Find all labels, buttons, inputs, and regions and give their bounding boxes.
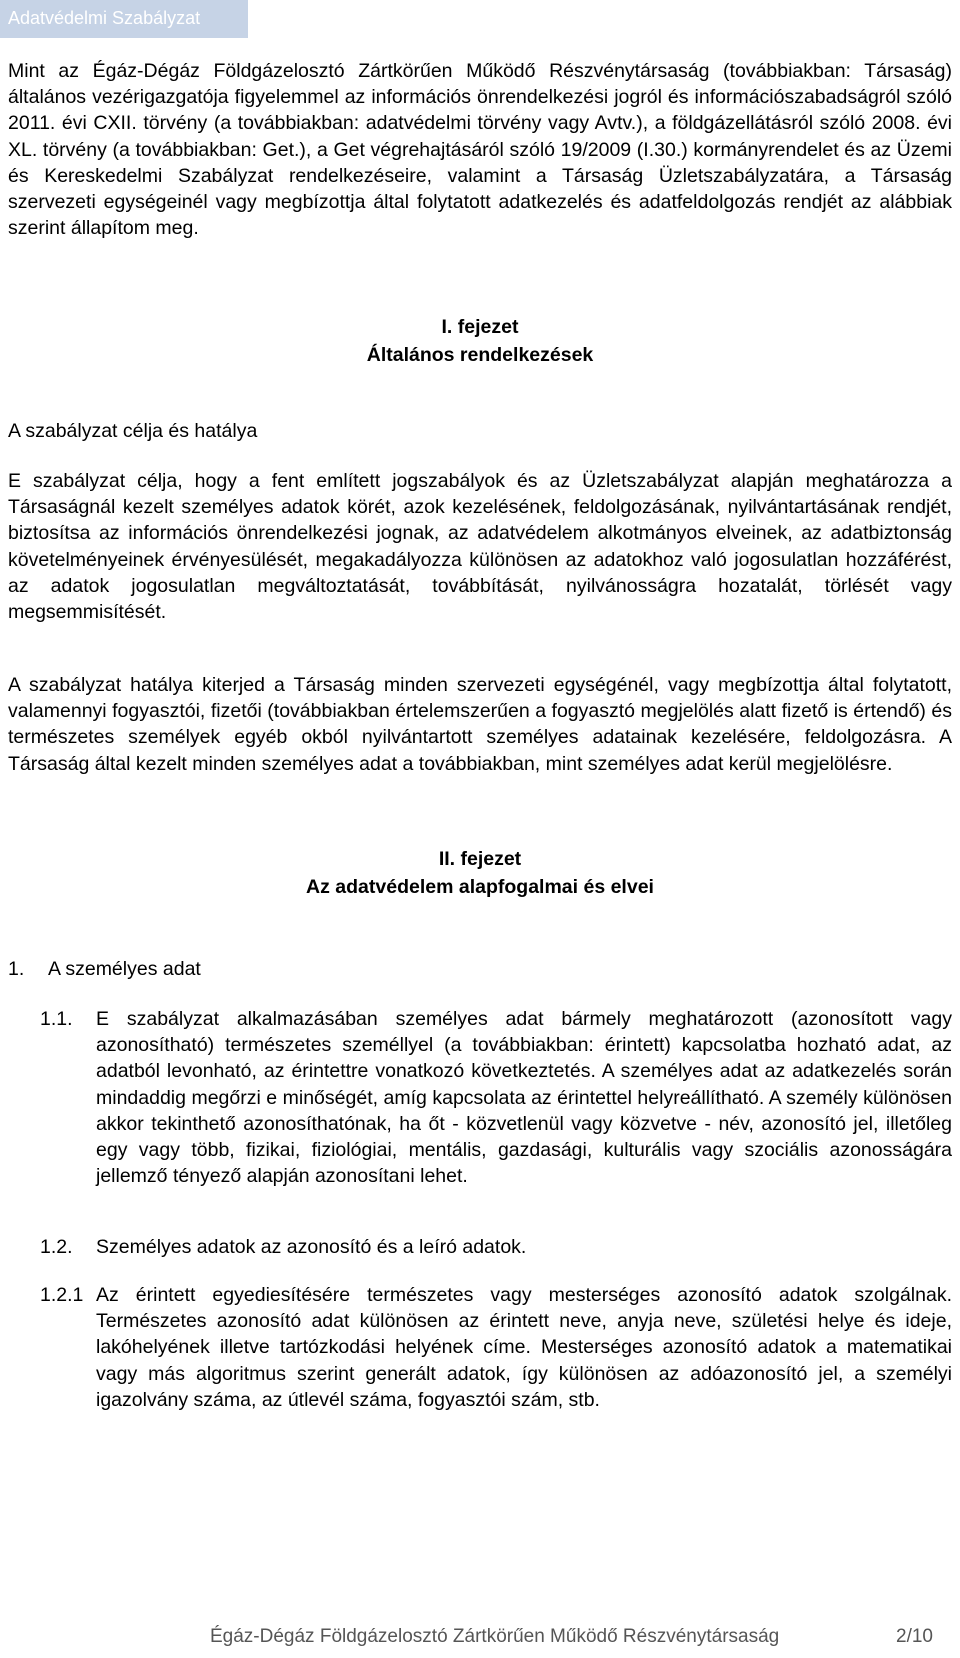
section-subheading: A szabályzat célja és hatálya — [8, 420, 258, 442]
footer-company: Égáz-Dégáz Földgázelosztó Zártkörűen Működő Részvénytársaság — [210, 1626, 780, 1647]
purpose-paragraph: E szabályzat célja, hogy a fent említett jogszabályok és az Üzletszabályzat alapján meghatározza a Társaságnál kezelt személyes adatok körét, azok kezelésének, feldolgozásának, nyilvántartásának rendjét, biztosítsa az információs önrendelkezési jognak, az adatvédelem alkotmányos elveinek, az adatbiztonság követelményeinek érvényesülését, megakadályozza különösen az adatokhoz való jogosulatlan hozzáférést, az adatok jogosulatlan megváltoztatását, továbbítását, nyilvánosságra hozatalát, törlését vagy megsemmisítését. — [8, 470, 952, 624]
footer-page-number: 2/10 — [896, 1626, 933, 1647]
item-1-2-1-text: Az érintett egyediesítésére természetes vagy mesterséges azonosító adatok szolgálnak. Természetes azonosító adat különösen az érintett neve, anyja neve, születési helye és ideje, lakóhelyének illetve tartózkodási helyének címe. Mesterséges azonosító adatok a matematikai vagy más algoritmus szerint generált adatok, így különösen az adóazonosító jel, a személyi igazolvány száma, az útlevél száma, fogyasztói szám, stb. — [96, 1284, 952, 1411]
chapter-1-number: I. fejezet — [441, 316, 519, 338]
item-1-1-number: 1.1. — [40, 1008, 73, 1030]
item-1-1-text: E szabályzat alkalmazásában személyes adat bármely meghatározott (azonosított vagy azonosítható) természetes személlyel (a továbbiakban: érintett) kapcsolatba hozható adat, az adatból levonható, az érintettre vonatkozó következtetés. A személyes adat az adatkezelés során mindaddig megőrzi e minőségét, amíg kapcsolata az érintettel helyreállítható. A személy különösen akkor tekinthető azonosíthatónak, ha őt - közvetlenül vagy közvetve - név, azonosító jel, illetőleg egy vagy több, fizikai, fiziológiai, mentális, gazdasági, kulturális vagy szociális azonosságára jellemző tényező alapján azonosítani lehet. — [96, 1008, 952, 1188]
item-1-2-1-number: 1.2.1 — [40, 1284, 84, 1306]
item-1-2-number: 1.2. — [40, 1236, 73, 1258]
item-1-2-text: Személyes adatok az azonosító és a leíró adatok. — [96, 1236, 527, 1258]
intro-paragraph: Mint az Égáz-Dégáz Földgázelosztó Zártkörűen Működő Részvénytársaság (továbbiakban: Társaság) általános vezérigazgatója figyelemmel az információs önrendelkezési jogról és információszabadságról szóló 2011. évi CXII. törvény (a továbbiakban: adatvédelmi törvény vagy Avtv.), a földgázellátásról szóló 2008. évi XL. törvény (a továbbiakban: Get.), a Get végrehajtásáról szóló 19/2009 (I.30.) kormányrendelet és az Üzemi és Kereskedelmi Szabályzat rendelkezéseire, valamint a Társaság Üzletszabályzatára, a Társaság szervezeti egységeinél vagy megbízottja által folytatott adatkezelés és adatfeldolgozás rendjét az alábbiak szerint állapítom meg. — [8, 60, 952, 240]
chapter-2-number: II. fejezet — [438, 848, 522, 870]
item-1-number: 1. — [8, 958, 25, 980]
chapter-1-title: Általános rendelkezések — [366, 344, 594, 366]
document-title: Adatvédelmi Szabályzat — [8, 8, 201, 28]
scope-paragraph: A szabályzat hatálya kiterjed a Társaság minden szervezeti egységénél, vagy megbízottja által folytatott, valamennyi fogyasztói, fizetői (továbbiakban értelemszerűen a fogyasztó megjelölés alatt fizető is értendő) és természetes személyek egyéb okból nyilvántartott személyes adatainak kezelésére, feldolgozásra. A Társaság által kezelt minden személyes adat a továbbiakban, mint személyes adat kerül megjelölésre. — [8, 674, 952, 775]
chapter-2-title: Az adatvédelem alapfogalmai és elvei — [306, 876, 654, 898]
item-1-label: A személyes adat — [48, 958, 201, 980]
